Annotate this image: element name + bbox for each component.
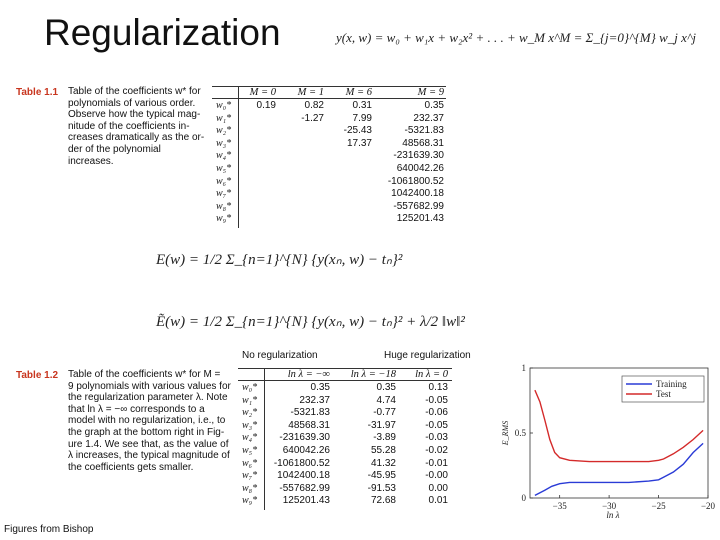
y-tick-label: 1 <box>521 363 526 373</box>
table1-header-cell: M = 0 <box>249 87 276 98</box>
table2-cell: -0.03 <box>425 432 448 444</box>
x-tick-label: −25 <box>651 501 666 511</box>
reg-eq-frac: 1/2 <box>202 314 222 330</box>
table2-cell: -1061800.52 <box>273 457 330 469</box>
table2-cell: -0.02 <box>425 445 448 456</box>
table2-cell: -45.95 <box>367 470 396 482</box>
table2-cell: -5321.83 <box>290 407 330 419</box>
table2-row-label: w₈* <box>242 482 258 494</box>
table1-row-label: w₃* <box>216 137 232 149</box>
table1-cell: -1.27 <box>301 112 324 124</box>
table2-label: Table 1.2 <box>16 370 59 381</box>
table2-caption-line: the coefficients gets smaller. <box>68 461 194 473</box>
polynomial-equation-text: y(x, w) = w₀ + w₁x + w₂x² + . . . + w_M x^M = Σ_{j=0}^{M} w_j x^j <box>336 30 696 45</box>
error-equation <box>156 250 402 269</box>
table2 <box>238 368 452 518</box>
reg-eq-lhs: Ẽ(w) = <box>156 314 200 330</box>
table1-cell: 1042400.18 <box>391 188 444 200</box>
table2-cell: 125201.43 <box>282 495 330 507</box>
table1-cell: 17.37 <box>346 137 372 149</box>
table2-caption-line: Table of the coefficients w* for M = <box>68 369 221 380</box>
table2-row-label: w₀* <box>242 382 258 393</box>
table1-header-rule <box>212 98 446 99</box>
table2-cell: -0.05 <box>425 394 448 406</box>
table1-caption-line: Table of the coefficients w* for <box>68 86 201 97</box>
legend-label: Training <box>656 379 687 389</box>
table1-top-rule <box>212 86 446 87</box>
table2-cell: -91.53 <box>367 482 396 494</box>
table2-caption-line: ure 1.4. We see that, as the value of <box>68 438 229 450</box>
table2-label-rule <box>264 368 265 510</box>
error-eq-frac: 1/2 <box>202 252 222 268</box>
table2-cell: -557682.99 <box>279 482 330 494</box>
table1-cell: 0.19 <box>256 100 276 111</box>
table1-header-cell: M = 6 <box>345 87 372 98</box>
table2-caption-line: model with no regularization, i.e., to <box>68 415 226 427</box>
table2-cell: -0.77 <box>373 407 396 419</box>
table2-cell: 4.74 <box>376 394 396 406</box>
erms-chart <box>494 360 716 520</box>
table2-cell: -3.89 <box>373 432 396 444</box>
table1-cell: 125201.43 <box>396 213 444 225</box>
table2-cell: -0.01 <box>425 457 448 469</box>
error-eq-body: {y(xₙ, w) − tₙ}² <box>311 252 403 268</box>
table1-cell: 48568.31 <box>402 137 444 149</box>
table2-caption-line: 9 polynomials with various values for <box>68 380 231 392</box>
table2-cell: 41.32 <box>370 457 396 469</box>
x-tick-label: −20 <box>700 501 716 511</box>
table2-cell: 640042.26 <box>282 445 330 456</box>
table2-header-rule <box>238 380 452 381</box>
table2-cell: 72.68 <box>370 495 396 507</box>
legend-label: Test <box>656 389 671 399</box>
table2-cell: 1042400.18 <box>277 470 330 482</box>
table1-caption-line: polynomials of various order. <box>68 97 196 109</box>
table2-row-label: w₂* <box>242 407 258 419</box>
table1-cell: 7.99 <box>352 112 372 124</box>
table1-caption-line: Observe how the typical mag- <box>68 109 201 121</box>
table1-cell: 640042.26 <box>396 163 444 174</box>
table2-cell: 0.35 <box>376 382 396 393</box>
table2-cell: 0.35 <box>310 382 330 393</box>
regularized-error-equation <box>156 312 465 331</box>
table2-cell: 48568.31 <box>288 419 330 431</box>
table1-cell: 0.35 <box>424 100 444 111</box>
reg-eq-reg-frac: λ/2 <box>420 314 439 330</box>
table1-cell: -231639.30 <box>393 150 444 162</box>
table2-row-label: w₆* <box>242 457 258 469</box>
table1 <box>212 86 446 236</box>
table2-caption <box>68 369 234 473</box>
table1-row-label: w₁* <box>216 112 232 124</box>
table1-cell: 0.82 <box>304 100 324 111</box>
table1-row-label: w₂* <box>216 125 232 137</box>
table1-caption-line: der of the polynomial increases. <box>68 143 161 167</box>
table2-caption-line: λ increases, the typical magnitude of <box>68 450 230 462</box>
no-regularization-label: No regularization <box>242 350 318 361</box>
y-axis-label: E_RMS <box>501 420 510 446</box>
table1-row-label: w₀* <box>216 100 232 111</box>
huge-regularization-label: Huge regularization <box>384 350 471 361</box>
table2-cell: 0.13 <box>428 382 448 393</box>
table2-row-label: w₁* <box>242 394 258 406</box>
table2-row-label: w₄* <box>242 432 258 444</box>
table1-label: Table 1.1 <box>16 87 59 98</box>
polynomial-equation <box>336 30 696 46</box>
table2-cell: -0.06 <box>425 407 448 419</box>
table1-row-label: w₈* <box>216 200 232 212</box>
table2-row-label: w₃* <box>242 419 258 431</box>
table2-caption-line: the graph at the bottom right in Fig- <box>68 426 225 438</box>
table1-cell: -25.43 <box>343 125 372 137</box>
table2-cell: 55.28 <box>370 445 396 456</box>
table1-cell: -1061800.52 <box>387 175 444 187</box>
table1-cell: 0.31 <box>352 100 372 111</box>
table2-row-label: w₉* <box>242 495 258 507</box>
table2-row-label: w₅* <box>242 445 258 456</box>
table2-row-label: w₇* <box>242 470 258 482</box>
reg-eq-sum: Σ_{n=1}^{N} <box>225 314 308 330</box>
table2-cell: -0.05 <box>425 419 448 431</box>
table1-caption-line: nitude of the coefficients in- <box>68 120 190 132</box>
x-tick-label: −35 <box>552 501 567 511</box>
table1-row-label: w₅* <box>216 163 232 174</box>
footer-credit: Figures from Bishop <box>4 524 94 535</box>
table1-label-rule <box>238 86 239 228</box>
error-eq-lhs: E(w) = <box>156 252 200 268</box>
x-axis-label: ln λ <box>606 510 620 520</box>
reg-eq-body: {y(xₙ, w) − tₙ}² + <box>311 314 417 330</box>
table1-header-cell: M = 1 <box>297 87 324 98</box>
table2-header-cell: ln λ = −∞ <box>287 369 330 380</box>
table1-cell: -5321.83 <box>404 125 444 137</box>
table2-cell: -0.00 <box>425 470 448 482</box>
y-tick-label: 0 <box>521 493 526 503</box>
table1-row-label: w₆* <box>216 175 232 187</box>
slide-title: Regularization <box>44 12 281 53</box>
table1-row-label: w₇* <box>216 188 232 200</box>
table1-header-cell: M = 9 <box>417 87 444 98</box>
error-eq-sum: Σ_{n=1}^{N} <box>225 252 308 268</box>
table1-cell: -557682.99 <box>393 200 444 212</box>
table1-caption-line: creases dramatically as the or- <box>68 132 205 144</box>
y-tick-label: 0.5 <box>514 428 526 438</box>
x-tick-label: −30 <box>602 501 617 511</box>
table1-row-label: w₉* <box>216 213 232 225</box>
table2-cell: -231639.30 <box>279 432 330 444</box>
table2-cell: 0.00 <box>428 482 448 494</box>
table2-caption-line: that ln λ = −∞ corresponds to a <box>68 403 205 415</box>
table2-caption-line: the regularization parameter λ. Note <box>68 392 228 404</box>
table2-cell: 0.01 <box>428 495 448 507</box>
table1-cell: 232.37 <box>413 112 444 124</box>
table2-header-cell: ln λ = 0 <box>415 369 448 380</box>
reg-eq-reg-term: ‖w‖² <box>441 314 465 330</box>
table2-cell: 232.37 <box>299 394 330 406</box>
table2-header-cell: ln λ = −18 <box>350 369 396 380</box>
table1-row-label: w₄* <box>216 150 232 162</box>
table1-caption <box>68 86 208 167</box>
table2-cell: -31.97 <box>367 419 396 431</box>
